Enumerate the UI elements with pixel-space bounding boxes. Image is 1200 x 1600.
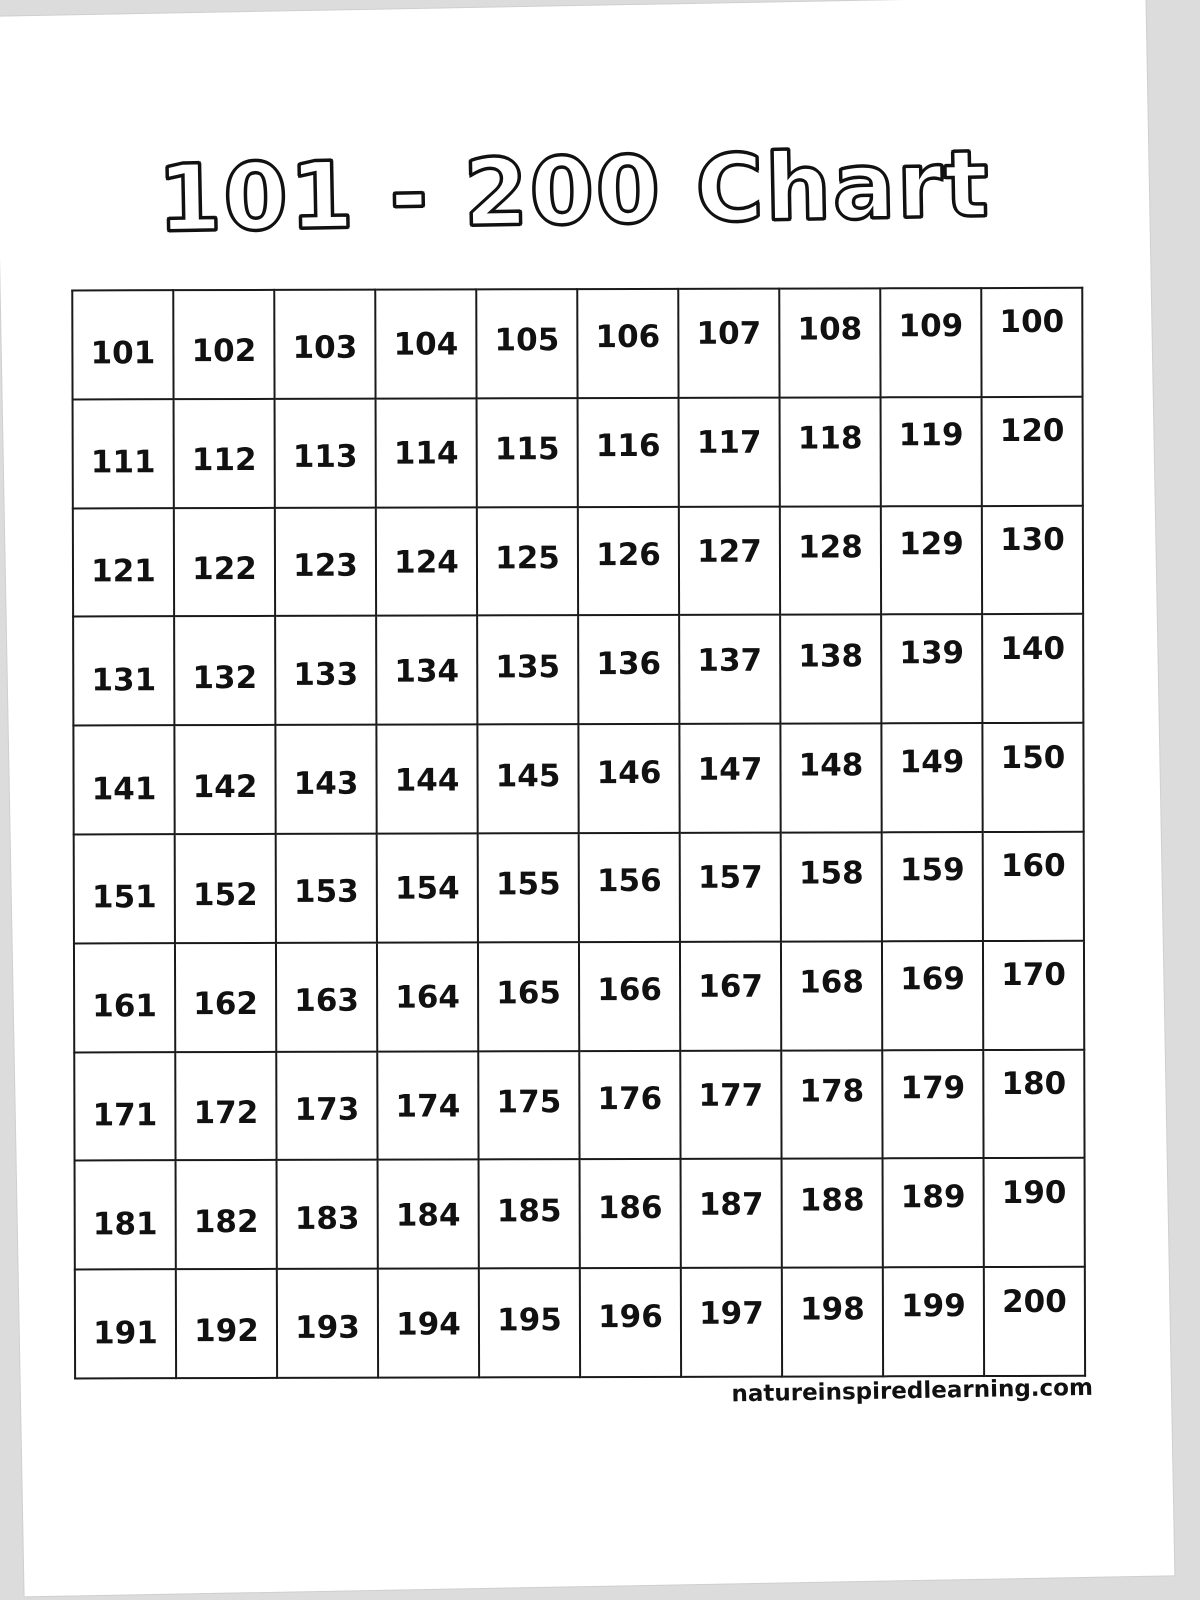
page-title: 101 - 200 Chart	[156, 130, 992, 253]
number-cell[interactable]: 153	[276, 838, 377, 947]
number-cell[interactable]: 161	[74, 952, 175, 1061]
number-cell[interactable]: 135	[477, 613, 578, 722]
number-cell[interactable]: 163	[276, 946, 377, 1055]
number-cell[interactable]: 188	[781, 1146, 882, 1255]
number-cell[interactable]: 120	[981, 377, 1082, 486]
number-cell[interactable]: 137	[679, 606, 780, 715]
number-cell[interactable]: 172	[175, 1058, 276, 1167]
number-cell[interactable]: 200	[984, 1247, 1085, 1356]
number-cell[interactable]: 129	[881, 490, 982, 599]
number-cell[interactable]: 156	[579, 827, 680, 936]
number-cell[interactable]: 151	[74, 843, 175, 952]
number-cell[interactable]: 123	[275, 511, 376, 620]
number-cell[interactable]: 130	[982, 485, 1083, 594]
number-cell[interactable]: 109	[880, 272, 981, 381]
number-cell[interactable]: 185	[479, 1156, 580, 1265]
number-cell[interactable]: 104	[375, 290, 476, 399]
number-cell[interactable]: 101	[72, 299, 173, 408]
number-cell[interactable]: 158	[781, 819, 882, 928]
number-cell[interactable]: 143	[275, 729, 376, 838]
number-cell[interactable]: 121	[73, 517, 174, 626]
number-cell[interactable]: 150	[982, 703, 1083, 812]
number-cell[interactable]: 103	[274, 294, 375, 403]
number-cell[interactable]: 126	[578, 500, 679, 609]
number-cell[interactable]: 149	[881, 707, 982, 816]
number-cell[interactable]: 132	[174, 623, 275, 732]
number-cell[interactable]: 142	[174, 732, 275, 841]
number-cell[interactable]: 117	[679, 388, 780, 497]
number-cell[interactable]: 100	[981, 268, 1082, 377]
number-cell[interactable]: 184	[378, 1161, 479, 1270]
number-cell[interactable]: 119	[880, 381, 981, 490]
number-cell[interactable]: 159	[882, 816, 983, 925]
number-cell[interactable]: 176	[579, 1044, 680, 1153]
number-cell[interactable]: 169	[882, 925, 983, 1034]
number-cell[interactable]: 181	[75, 1170, 176, 1279]
number-cell[interactable]: 134	[376, 617, 477, 726]
number-cell[interactable]: 148	[780, 711, 881, 820]
number-cell[interactable]: 165	[478, 939, 579, 1048]
number-cell[interactable]: 102	[173, 297, 274, 406]
number-cell[interactable]: 174	[377, 1052, 478, 1161]
number-chart	[71, 287, 1086, 1380]
number-cell[interactable]: 178	[781, 1037, 882, 1146]
number-cell[interactable]: 166	[579, 936, 680, 1045]
number-cell[interactable]: 162	[175, 950, 276, 1059]
number-cell[interactable]: 105	[476, 286, 577, 395]
number-cell[interactable]: 155	[478, 830, 579, 939]
number-cell[interactable]: 182	[176, 1167, 277, 1276]
number-cell[interactable]: 116	[578, 392, 679, 501]
number-cell[interactable]: 146	[578, 718, 679, 827]
site-credit: natureinspiredlearning.com	[731, 1374, 1094, 1408]
number-cell[interactable]: 168	[781, 928, 882, 1037]
number-cell[interactable]: 113	[275, 402, 376, 511]
number-cell[interactable]: 136	[578, 609, 679, 718]
number-cell[interactable]: 190	[983, 1138, 1084, 1247]
number-cell[interactable]: 195	[479, 1265, 580, 1374]
number-cell[interactable]: 141	[73, 734, 174, 843]
number-cell[interactable]: 122	[174, 515, 275, 624]
number-cell[interactable]: 177	[680, 1041, 781, 1150]
number-cell[interactable]: 189	[882, 1142, 983, 1251]
number-cell[interactable]: 191	[75, 1278, 176, 1387]
number-cell[interactable]: 198	[782, 1254, 883, 1363]
number-cell[interactable]: 111	[73, 408, 174, 517]
number-cell[interactable]: 194	[378, 1270, 479, 1379]
number-cell[interactable]: 180	[983, 1029, 1084, 1138]
number-cell[interactable]: 108	[779, 275, 880, 384]
number-cell[interactable]: 107	[678, 280, 779, 389]
number-cell[interactable]: 171	[74, 1061, 175, 1170]
number-cell[interactable]: 173	[276, 1055, 377, 1164]
number-cell[interactable]: 128	[780, 493, 881, 602]
number-cell[interactable]: 139	[881, 598, 982, 707]
number-cell[interactable]: 157	[680, 824, 781, 933]
number-cell[interactable]: 112	[174, 406, 275, 515]
number-cell[interactable]: 145	[477, 721, 578, 830]
number-cell[interactable]: 138	[780, 602, 881, 711]
number-cell[interactable]: 196	[580, 1262, 681, 1371]
number-chart-body	[72, 288, 1085, 1379]
number-cell[interactable]: 170	[983, 921, 1084, 1030]
number-cell[interactable]: 167	[680, 932, 781, 1041]
number-cell[interactable]: 140	[982, 594, 1083, 703]
number-cell[interactable]: 154	[377, 834, 478, 943]
table-row	[75, 1267, 1085, 1378]
number-cell[interactable]: 199	[883, 1251, 984, 1360]
number-chart-table	[71, 287, 1086, 1380]
number-cell[interactable]: 125	[477, 504, 578, 613]
number-cell[interactable]: 144	[376, 726, 477, 835]
number-cell[interactable]: 197	[681, 1259, 782, 1368]
number-cell[interactable]: 186	[580, 1153, 681, 1262]
number-cell[interactable]: 193	[277, 1273, 378, 1382]
number-cell[interactable]: 192	[176, 1276, 277, 1385]
number-cell[interactable]: 106	[577, 283, 678, 392]
number-cell[interactable]: 114	[376, 399, 477, 508]
number-cell[interactable]: 160	[983, 812, 1084, 921]
number-cell[interactable]: 152	[175, 841, 276, 950]
number-cell[interactable]: 179	[882, 1034, 983, 1143]
number-cell[interactable]: 127	[679, 497, 780, 606]
number-cell[interactable]: 118	[780, 384, 881, 493]
number-cell[interactable]: 131	[73, 626, 174, 735]
number-cell[interactable]: 124	[376, 508, 477, 617]
number-cell[interactable]: 147	[679, 715, 780, 824]
number-cell[interactable]: 187	[681, 1150, 782, 1259]
number-cell[interactable]: 115	[477, 395, 578, 504]
number-cell[interactable]: 175	[478, 1048, 579, 1157]
number-cell[interactable]: 164	[377, 943, 478, 1052]
number-cell[interactable]: 133	[275, 620, 376, 729]
number-cell[interactable]: 183	[277, 1164, 378, 1273]
